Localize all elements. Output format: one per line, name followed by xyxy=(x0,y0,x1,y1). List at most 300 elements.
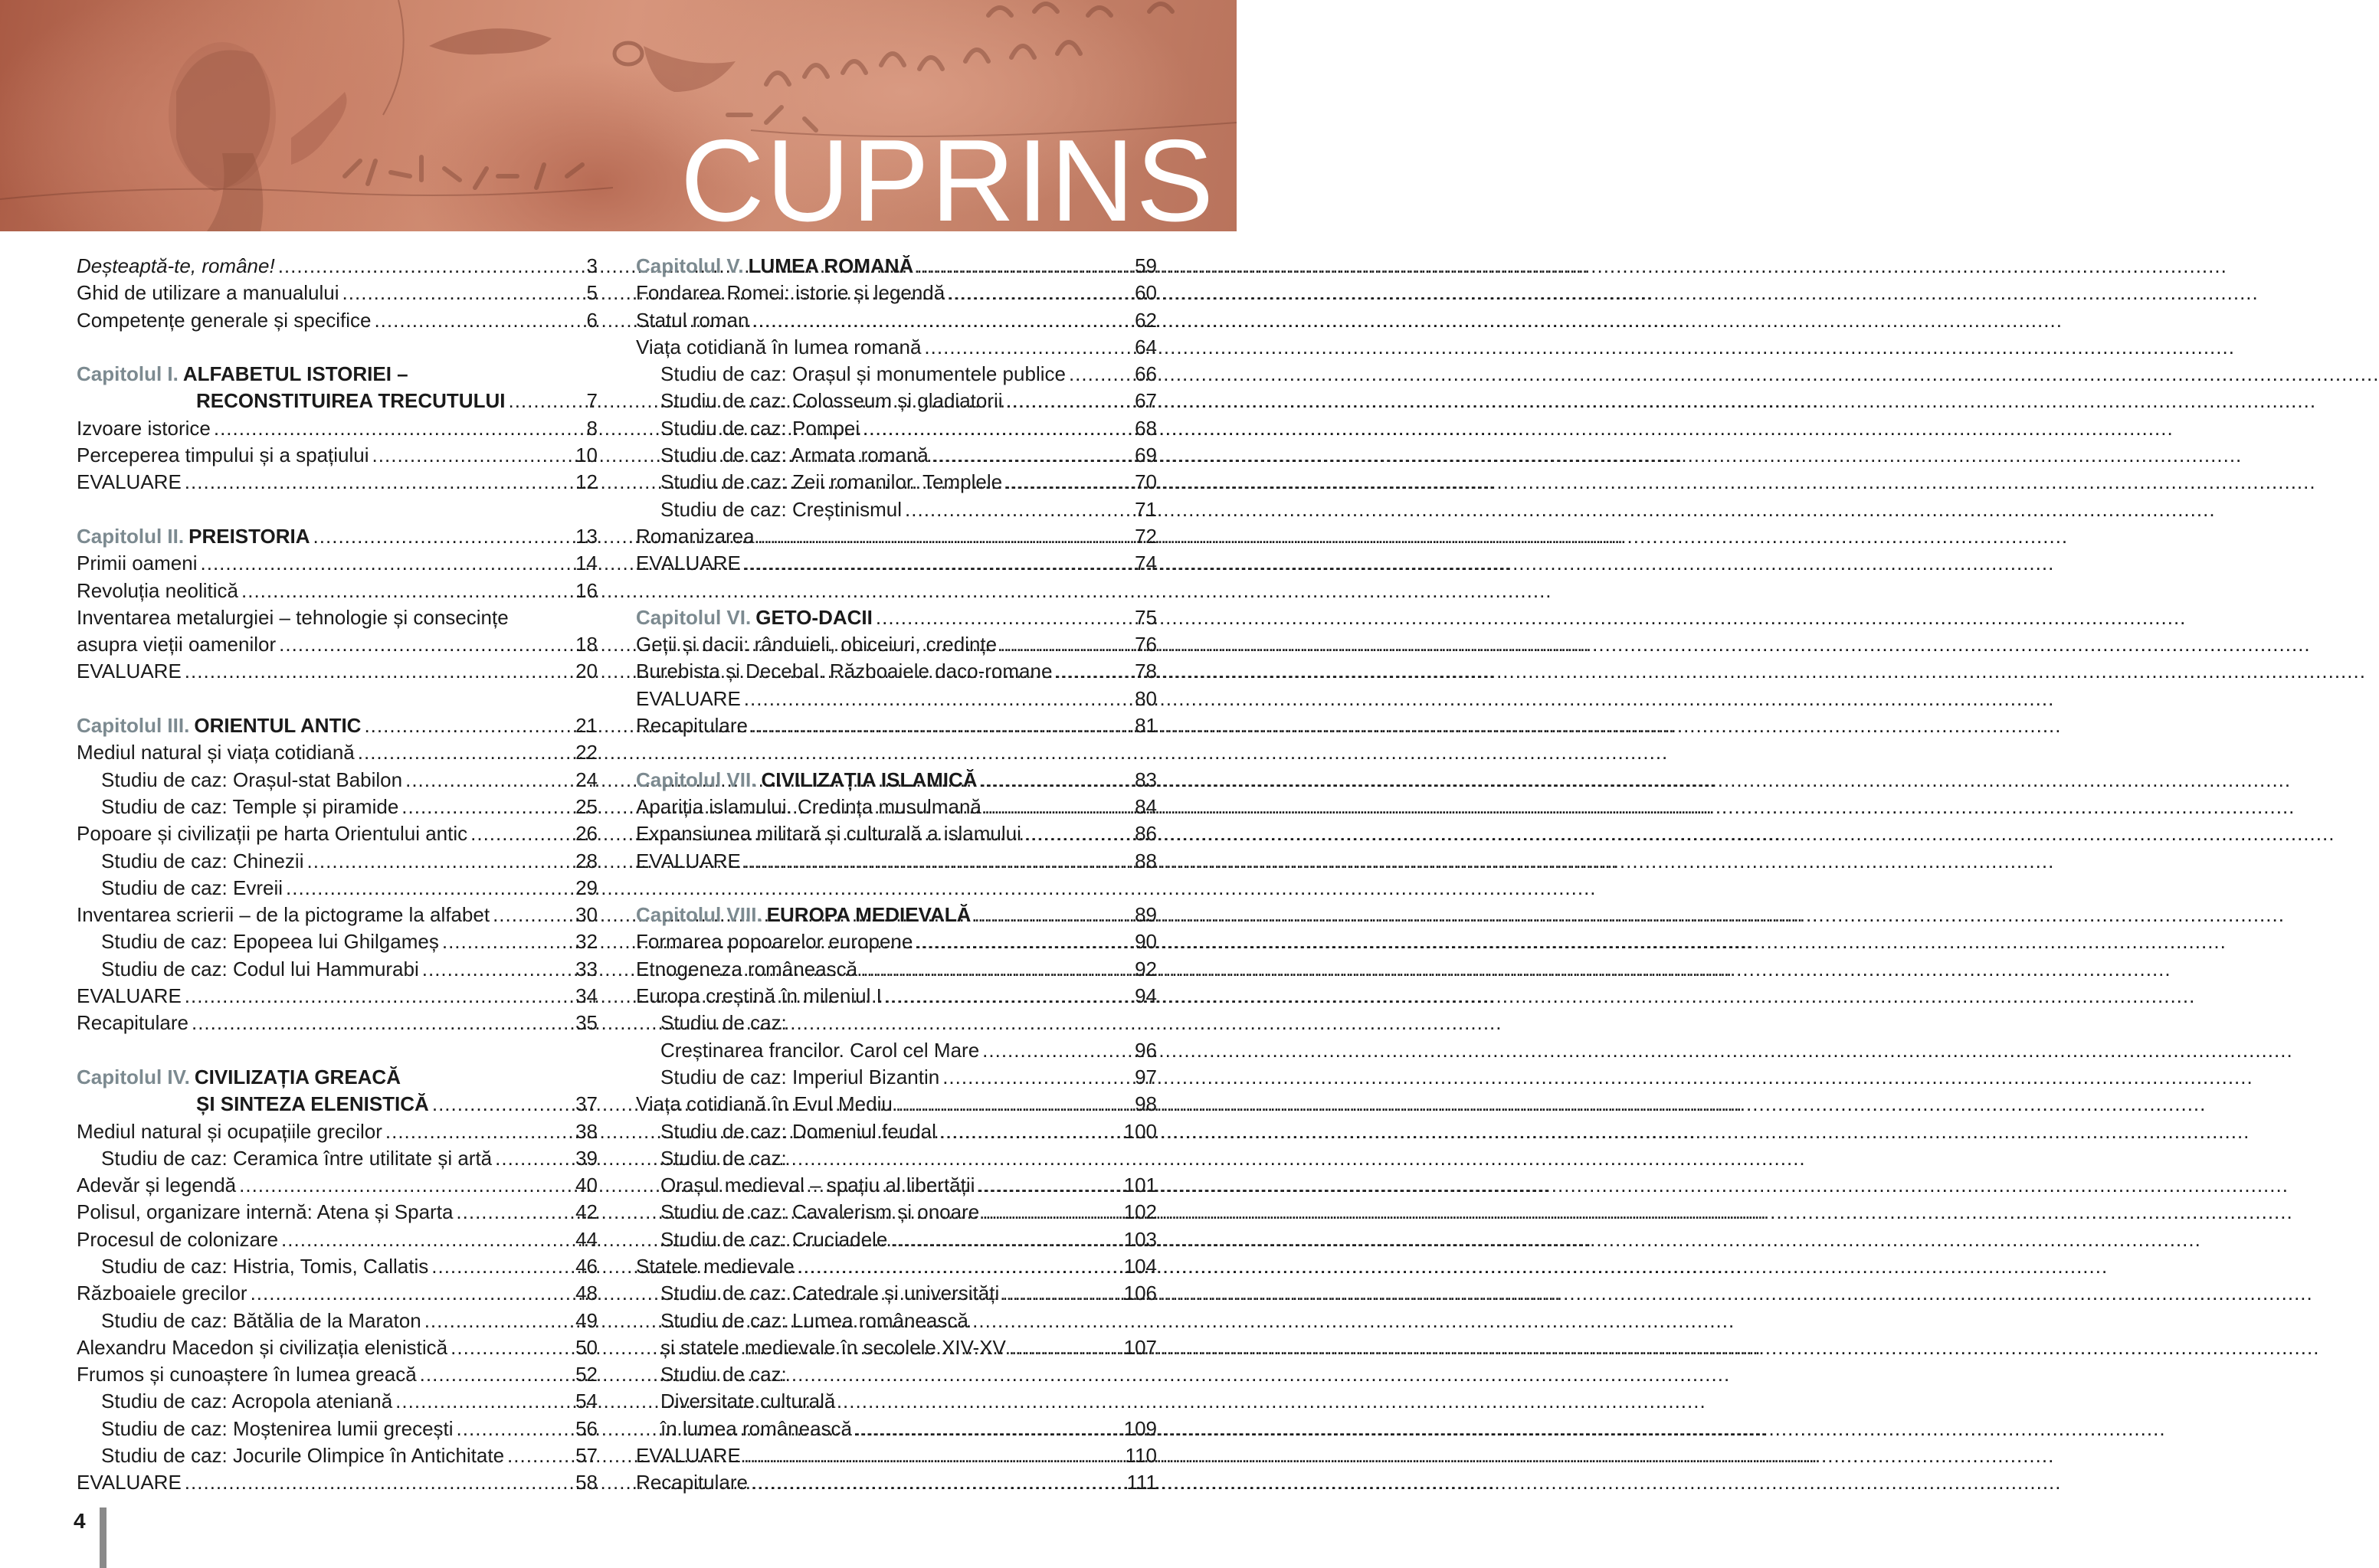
entry-title: și statele medievale în secolele XIV-XV xyxy=(660,1335,1006,1359)
toc-chapter xyxy=(77,712,598,739)
page-ref: 25 xyxy=(575,794,598,818)
dot-leader xyxy=(981,767,1132,794)
page-ref: 42 xyxy=(575,1200,598,1224)
toc-entry xyxy=(636,794,1157,820)
toc-entry xyxy=(636,307,1157,334)
dot-leader xyxy=(916,253,1132,280)
toc-entry xyxy=(77,1416,598,1442)
toc-spacer xyxy=(636,578,1157,604)
toc-chapter xyxy=(636,604,1157,631)
entry-title: EVALUARE xyxy=(77,660,182,683)
entry-title: Recapitulare xyxy=(636,1471,748,1494)
dot-leader xyxy=(241,578,572,604)
dot-leader xyxy=(751,1469,1123,1496)
page-ref: 58 xyxy=(575,1471,598,1494)
page-ref: 104 xyxy=(1123,1254,1157,1278)
toc-entry xyxy=(636,415,1157,442)
toc-entry xyxy=(636,631,1157,658)
entry-title: Burebista și Decebal. Războaiele daco-romane xyxy=(636,660,1053,683)
page-ref: 84 xyxy=(1135,794,1157,818)
chapter-number: Capitolul III. xyxy=(77,714,190,738)
toc-entry xyxy=(636,712,1157,739)
dot-leader xyxy=(905,496,1132,523)
dot-leader xyxy=(313,523,573,550)
chapter-title: ORIENTUL ANTIC xyxy=(194,714,362,738)
page-ref: 109 xyxy=(1123,1416,1157,1440)
chapter-title: CIVILIZAȚIA GREACĂ xyxy=(194,1065,401,1088)
entry-title: Polisul, organizare internă: Atena și Sparta xyxy=(77,1200,454,1224)
page-ref: 33 xyxy=(575,957,598,980)
dot-leader xyxy=(939,1118,1121,1145)
page-ref: 50 xyxy=(575,1335,598,1359)
dot-leader xyxy=(916,928,1132,955)
chapter-title: CIVILIZAȚIA ISLAMICĂ xyxy=(761,768,978,791)
toc-spacer xyxy=(77,334,598,361)
page-ref: 3 xyxy=(586,254,598,277)
chapter-title: EUROPA MEDIEVALĂ xyxy=(766,903,972,927)
dot-leader xyxy=(860,956,1132,983)
entry-title: Izvoare istorice xyxy=(77,416,211,440)
entry-title: Statul roman xyxy=(636,308,749,332)
dot-leader xyxy=(751,712,1132,739)
dot-leader xyxy=(1000,631,1132,658)
chapter-title: RECONSTITUIREA TRECUTULUI xyxy=(196,389,506,413)
dot-leader xyxy=(890,1226,1120,1253)
dot-leader xyxy=(508,388,583,414)
toc-entry xyxy=(77,956,598,983)
entry-title: Inventarea scrierii – de la pictograme la alfabet xyxy=(77,903,490,927)
entry-title: Studiu de caz: Imperiul Bizantin xyxy=(660,1065,940,1088)
page-ref: 24 xyxy=(575,768,598,791)
toc-entry xyxy=(77,1118,598,1145)
toc-spacer xyxy=(77,496,598,523)
toc-entry xyxy=(636,1064,1157,1091)
dot-leader xyxy=(281,1226,572,1253)
toc-entry xyxy=(636,983,1157,1010)
page-ref: 8 xyxy=(586,416,598,440)
dot-leader xyxy=(855,1416,1121,1442)
page-ref: 96 xyxy=(1135,1038,1157,1062)
page-ref: 72 xyxy=(1135,524,1157,548)
dot-leader xyxy=(358,739,572,766)
chapter-heading xyxy=(636,253,913,280)
chapter-heading xyxy=(77,523,310,550)
chapter-number: Capitolul II. xyxy=(77,524,185,548)
dot-leader xyxy=(798,1253,1121,1280)
dot-leader xyxy=(758,523,1132,550)
toc-entry xyxy=(77,902,598,928)
toc-chapter xyxy=(77,388,598,414)
entry-title: în lumea românească xyxy=(660,1416,853,1440)
dot-leader xyxy=(470,820,572,847)
toc-entry xyxy=(77,578,598,604)
page-ref: 111 xyxy=(1126,1471,1157,1494)
dot-leader xyxy=(924,334,1132,361)
page-ref: 60 xyxy=(1135,281,1157,305)
entry-title: Studiu de caz: Codul lui Hammurabi xyxy=(101,957,419,980)
page-ref: 86 xyxy=(1135,822,1157,846)
toc-spacer xyxy=(636,739,1157,766)
entry-title: EVALUARE xyxy=(77,1471,182,1494)
chapter-heading xyxy=(636,767,978,794)
page-ref: 14 xyxy=(575,552,598,575)
page-ref: 78 xyxy=(1135,660,1157,683)
entry-title: Diversitate culturală xyxy=(660,1390,836,1413)
page-ref: 90 xyxy=(1135,930,1157,954)
toc-entry xyxy=(77,875,598,902)
entry-title: EVALUARE xyxy=(77,984,182,1008)
entry-title: Formarea popoarelor europene xyxy=(636,930,913,954)
toc-entry xyxy=(77,767,598,794)
page-ref: 97 xyxy=(1135,1065,1157,1088)
toc-entry xyxy=(636,523,1157,550)
page-ref: 35 xyxy=(575,1011,598,1035)
dot-leader xyxy=(442,928,572,955)
entry-title: EVALUARE xyxy=(636,1444,741,1468)
dot-leader xyxy=(744,1442,1122,1469)
entry-title: Studiu de caz: Orașul-stat Babilon xyxy=(101,768,403,791)
chapter-heading xyxy=(77,361,408,388)
page-ref: 7 xyxy=(586,389,598,413)
dot-leader xyxy=(1006,388,1132,414)
dot-leader xyxy=(885,983,1132,1010)
toc-chapter xyxy=(636,902,1157,928)
entry-title: Romanizarea xyxy=(636,524,755,548)
entry-title: EVALUARE xyxy=(636,552,741,575)
page-ref: 67 xyxy=(1135,389,1157,413)
toc-entry xyxy=(636,1010,1157,1036)
entry-title: Statele medievale xyxy=(636,1254,795,1278)
entry-title: Viața cotidiană în Evul Mediu xyxy=(636,1092,893,1116)
toc-entry xyxy=(77,1334,598,1361)
entry-title: Studiu de caz: xyxy=(660,1146,787,1170)
entry-title: Alexandru Macedon și civilizația elenistică xyxy=(77,1335,448,1359)
page-ref: 89 xyxy=(1135,903,1157,927)
dot-leader xyxy=(948,280,1132,306)
entry-title: Studiu de caz: Temple și piramide xyxy=(101,794,399,818)
dot-leader xyxy=(932,442,1132,469)
toc-entry xyxy=(77,1280,598,1307)
entry-title: Fondarea Romei: istorie și legendă xyxy=(636,281,945,305)
dot-leader xyxy=(507,1442,572,1469)
toc-chapter xyxy=(77,361,598,388)
entry-title: Studiu de caz: Catedrale și universități xyxy=(660,1282,1000,1305)
toc-entry xyxy=(77,1253,598,1280)
toc-right-column xyxy=(636,253,1157,1497)
entry-title: asupra vieții oamenilor xyxy=(77,633,277,656)
dot-leader xyxy=(456,1199,572,1226)
entry-title: Studiu de caz: Colosseum și gladiatorii xyxy=(660,389,1003,413)
entry-title: Recapitulare xyxy=(636,714,748,738)
entry-title: Inventarea metalurgiei – tehnologie și consecințe xyxy=(77,605,509,629)
entry-title: Studiu de caz: Epopeea lui Ghilgameș xyxy=(101,930,439,954)
toc-chapter xyxy=(77,1091,598,1118)
toc-entry xyxy=(77,1388,598,1415)
dot-leader xyxy=(405,767,572,794)
toc-entry xyxy=(77,1361,598,1388)
chapter-title: LUMEA ROMANĂ xyxy=(748,254,914,277)
toc-entry xyxy=(636,1388,1157,1415)
entry-title: Studiu de caz: xyxy=(660,1011,787,1035)
chapter-title: ȘI SINTEZA ELENISTICĂ xyxy=(196,1092,429,1116)
chapter-title: GETO-DACII xyxy=(755,605,873,629)
toc-entry xyxy=(636,388,1157,414)
entry-title: Studiu de caz: xyxy=(660,1363,787,1386)
page-ref: 30 xyxy=(575,903,598,927)
page-ref: 81 xyxy=(1135,714,1157,738)
dot-leader xyxy=(982,1199,1120,1226)
dot-leader xyxy=(752,307,1132,334)
toc-entry xyxy=(636,1226,1157,1253)
page-ref: 62 xyxy=(1135,308,1157,332)
page-ref: 52 xyxy=(575,1363,598,1386)
page-title: CUPRINS xyxy=(680,116,1215,246)
toc-entry xyxy=(77,1010,598,1036)
page-ref: 102 xyxy=(1123,1200,1157,1224)
page-ref: 12 xyxy=(575,470,598,494)
dot-leader xyxy=(279,631,572,658)
page-ref: 6 xyxy=(586,308,598,332)
entry-title: Etnogeneza românească xyxy=(636,957,858,980)
toc-entry xyxy=(636,1145,1157,1172)
toc-entry xyxy=(636,928,1157,955)
toc-entry xyxy=(77,469,598,496)
dot-leader xyxy=(978,1172,1120,1199)
toc-left-column xyxy=(77,253,598,1497)
toc-entry xyxy=(77,631,598,658)
toc-chapter xyxy=(636,767,1157,794)
chapter-number: Capitolul VII. xyxy=(636,768,757,791)
dot-leader xyxy=(422,956,572,983)
toc-entry xyxy=(636,1199,1157,1226)
page-ref: 13 xyxy=(575,524,598,548)
page-ref: 49 xyxy=(575,1308,598,1332)
page-ref: 18 xyxy=(575,633,598,656)
page-ref: 16 xyxy=(575,578,598,602)
entry-title: Recapitulare xyxy=(77,1011,188,1035)
toc-entry xyxy=(636,686,1157,712)
page-ref: 37 xyxy=(575,1092,598,1116)
page-ref: 106 xyxy=(1123,1282,1157,1305)
toc-entry xyxy=(77,253,598,280)
dot-leader xyxy=(185,983,572,1010)
dot-leader xyxy=(185,469,572,496)
page-ref: 76 xyxy=(1135,633,1157,656)
dot-leader xyxy=(192,1010,572,1036)
dot-leader xyxy=(214,415,584,442)
page-ref: 44 xyxy=(575,1227,598,1251)
dot-leader xyxy=(278,253,584,280)
chapter-number: Capitolul VI. xyxy=(636,605,752,629)
dot-leader xyxy=(493,902,572,928)
entry-title: Adevăr și legendă xyxy=(77,1174,237,1197)
toc-entry xyxy=(636,1308,1157,1334)
toc-entry xyxy=(77,550,598,577)
page-ref: 75 xyxy=(1135,605,1157,629)
dot-leader xyxy=(372,442,573,469)
chapter-number: Capitolul I. xyxy=(77,362,179,386)
dot-leader xyxy=(364,712,572,739)
page-ref: 71 xyxy=(1135,497,1157,521)
entry-title: Studiu de caz: Lumea românească xyxy=(660,1308,968,1332)
page-number: 4 xyxy=(74,1509,86,1533)
toc-entry xyxy=(636,1469,1157,1496)
toc-entry xyxy=(636,550,1157,577)
dot-leader xyxy=(1009,1334,1121,1361)
toc-entry xyxy=(636,1280,1157,1307)
dot-leader xyxy=(420,1361,572,1388)
toc-entry xyxy=(636,442,1157,469)
dot-leader xyxy=(251,1280,573,1307)
entry-title: EVALUARE xyxy=(636,686,741,710)
toc-entry xyxy=(77,1442,598,1469)
toc-entry xyxy=(636,1416,1157,1442)
toc-entry xyxy=(77,820,598,847)
page-ref: 103 xyxy=(1123,1227,1157,1251)
dot-leader xyxy=(457,1416,573,1442)
toc-entry xyxy=(77,794,598,820)
entry-title: Europa creștină în mileniul I xyxy=(636,984,882,1008)
toc-entry xyxy=(77,442,598,469)
entry-title: Orașul medieval – spațiu al libertății xyxy=(660,1174,975,1197)
chapter-title: PREISTORIA xyxy=(188,524,310,548)
entry-title: Studiu de caz: Ceramica între utilitate și artă xyxy=(101,1146,493,1170)
entry-title: Creștinarea francilor. Carol cel Mare xyxy=(660,1038,980,1062)
toc-entry xyxy=(636,1253,1157,1280)
entry-title: Studiu de caz: Orașul și monumentele publice xyxy=(660,362,1066,386)
dot-leader xyxy=(1005,469,1132,496)
toc-entry xyxy=(77,1469,598,1496)
entry-title: Studiu de caz: Pompei xyxy=(660,416,860,440)
dot-leader xyxy=(395,1388,572,1415)
page-ref: 22 xyxy=(575,741,598,764)
toc-entry xyxy=(77,307,598,334)
toc-entry xyxy=(77,739,598,766)
toc-entry xyxy=(636,1442,1157,1469)
entry-title: Studiu de caz: Bătălia de la Maraton xyxy=(101,1308,421,1332)
page-ref: 69 xyxy=(1135,444,1157,467)
entry-title: Studiu de caz: Creștinismul xyxy=(660,497,903,521)
toc-entry xyxy=(636,1118,1157,1145)
dot-leader xyxy=(342,280,584,306)
toc-entry xyxy=(636,361,1157,388)
page-ref: 20 xyxy=(575,660,598,683)
dot-leader xyxy=(432,1091,572,1118)
page-ref: 21 xyxy=(575,714,598,738)
page-ref: 34 xyxy=(575,984,598,1008)
toc-entry xyxy=(77,928,598,955)
entry-title: Studiu de caz: Jocurile Olimpice în Antichitate xyxy=(101,1444,505,1468)
dot-leader xyxy=(985,794,1132,820)
entry-title: Studiu de caz: Acropola ateniană xyxy=(101,1390,393,1413)
entry-title: Deșteaptă-te, române! xyxy=(77,254,275,277)
dot-leader xyxy=(401,794,572,820)
entry-title: Expansiunea militară și culturală a islamului xyxy=(636,822,1021,846)
dot-leader xyxy=(424,1308,572,1334)
toc-entry xyxy=(77,1226,598,1253)
dot-leader xyxy=(896,1091,1132,1118)
toc-chapter xyxy=(636,253,1157,280)
footer-bar xyxy=(100,1507,106,1568)
entry-title: Mediul natural și viața cotidiană xyxy=(77,741,355,764)
chapter-heading xyxy=(636,604,873,631)
toc-entry xyxy=(636,496,1157,523)
chapter-heading xyxy=(77,1064,401,1091)
dot-leader xyxy=(185,1469,572,1496)
page-ref: 39 xyxy=(575,1146,598,1170)
entry-title: Studiu de caz: Cruciadele xyxy=(660,1227,888,1251)
entry-title: Viața cotidiană în lumea romană xyxy=(636,335,922,358)
page-ref: 40 xyxy=(575,1174,598,1197)
page-ref: 92 xyxy=(1135,957,1157,980)
chapter-number: Capitolul V. xyxy=(636,254,744,277)
page-ref: 98 xyxy=(1135,1092,1157,1116)
page-ref: 48 xyxy=(575,1282,598,1305)
page-ref: 32 xyxy=(575,930,598,954)
entry-title: Competențe generale și specifice xyxy=(77,308,372,332)
page-ref: 80 xyxy=(1135,686,1157,710)
chapter-number: Capitolul VIII. xyxy=(636,903,762,927)
page-ref: 29 xyxy=(575,876,598,899)
page-ref: 28 xyxy=(575,849,598,872)
dot-leader xyxy=(185,658,572,685)
toc-entry xyxy=(77,658,598,685)
toc-entry xyxy=(636,658,1157,685)
dot-leader xyxy=(1024,820,1132,847)
toc-entry xyxy=(77,1145,598,1172)
entry-title: Studiu de caz: Histria, Tomis, Callatis xyxy=(101,1254,429,1278)
entry-title: Studiu de caz: Cavalerism și onoare xyxy=(660,1200,980,1224)
page-ref: 68 xyxy=(1135,416,1157,440)
page-ref: 10 xyxy=(575,444,598,467)
chapter-number: Capitolul IV. xyxy=(77,1065,190,1088)
page-ref: 94 xyxy=(1135,984,1157,1008)
dot-leader xyxy=(982,1037,1132,1064)
page-ref: 26 xyxy=(575,822,598,846)
dot-leader xyxy=(744,550,1132,577)
entry-title: Procesul de colonizare xyxy=(77,1227,279,1251)
chapter-title: ALFABETUL ISTORIEI – xyxy=(182,362,408,386)
toc-entry xyxy=(77,1199,598,1226)
dot-leader xyxy=(1069,361,1132,388)
entry-title: Perceperea timpului și a spațiului xyxy=(77,444,369,467)
chapter-heading xyxy=(636,902,971,928)
dot-leader xyxy=(495,1145,572,1172)
toc-spacer xyxy=(77,1037,598,1064)
toc-entry xyxy=(636,848,1157,875)
page-ref: 54 xyxy=(575,1390,598,1413)
page-ref: 101 xyxy=(1123,1174,1157,1197)
dot-leader xyxy=(1002,1280,1120,1307)
entry-title: EVALUARE xyxy=(636,849,741,872)
dot-leader xyxy=(451,1334,572,1361)
toc-entry xyxy=(77,280,598,306)
dot-leader xyxy=(431,1253,572,1280)
page-ref: 5 xyxy=(586,281,598,305)
page-ref: 59 xyxy=(1135,254,1157,277)
toc-entry xyxy=(77,604,598,631)
toc-entry xyxy=(636,1091,1157,1118)
dot-leader xyxy=(286,875,572,902)
entry-title: Frumos și cunoaștere în lumea greacă xyxy=(77,1363,417,1386)
entry-title: Popoare și civilizații pe harta Orientului antic xyxy=(77,822,468,846)
dot-leader xyxy=(385,1118,572,1145)
page-ref: 110 xyxy=(1125,1444,1157,1468)
dot-leader xyxy=(201,550,573,577)
dot-leader xyxy=(1055,658,1132,685)
toc-entry xyxy=(636,469,1157,496)
toc-entry xyxy=(77,848,598,875)
